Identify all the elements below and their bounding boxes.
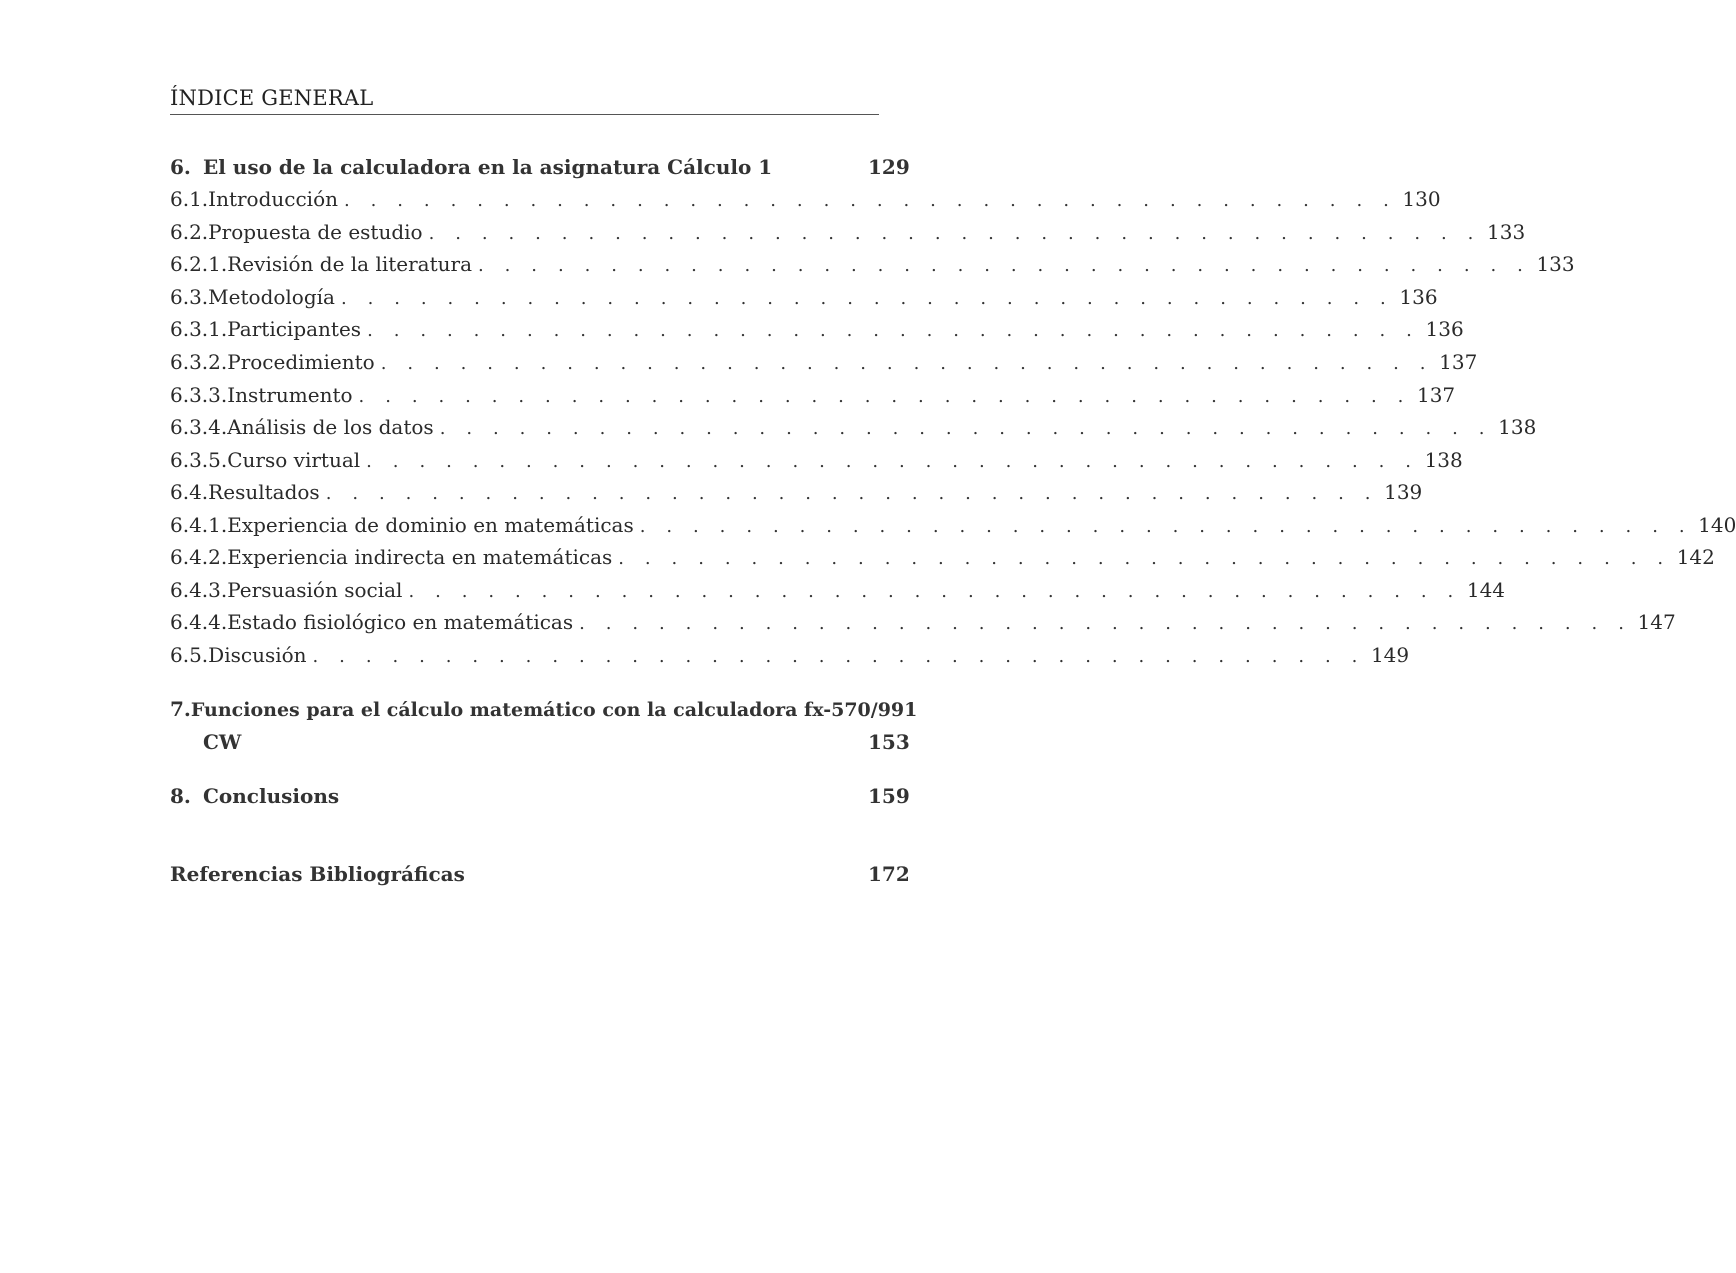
toc-section-6-1[interactable]	[170, 187, 1441, 217]
toc-page: 140	[1698, 513, 1736, 537]
toc-title: Experiencia indirecta en matemáticas	[227, 545, 613, 569]
toc-title: Participantes	[227, 317, 362, 341]
toc-subsection-6-3-2[interactable]	[170, 350, 1478, 380]
toc-title: Introducción	[208, 187, 338, 211]
toc-title: Curso virtual	[227, 448, 361, 472]
toc-page: 133	[1487, 220, 1526, 244]
toc-leader-dots: . . . . . . . . . . . . . . . . . . . . . . . . . . . . . . . . . . . . . . . .	[312, 646, 1365, 667]
toc-number: 6.3.3.	[170, 383, 228, 407]
toc-title-line-1: Funciones para el cálculo matemático con la calculadora fx-570/991	[190, 699, 918, 721]
toc-title: Metodología	[208, 285, 335, 309]
toc-number: 6.4.4.	[170, 610, 228, 634]
toc-leader-dots: . . . . . . . . . . . . . . . . . . . . . . . . . . . . . . . . . . . . . . . .	[408, 581, 1461, 602]
toc-number: 6.1.	[170, 187, 209, 211]
running-header	[170, 86, 879, 115]
toc-chapter-8[interactable]	[170, 784, 908, 814]
toc-leader-dots: . . . . . . . . . . . . . . . . . . . . . . . . . . . . . . . . . . . . . . . .	[618, 548, 1671, 569]
toc-title: Resultados	[208, 480, 320, 504]
toc-number: 6.3.4.	[170, 415, 228, 439]
toc-leader-dots: . . . . . . . . . . . . . . . . . . . . . . . . . . . . . . . . . . . . . . . .	[639, 516, 1693, 537]
toc-leader-dots: . . . . . . . . . . . . . . . . . . . . . . . . . . . . . . . . . . . . . . . .	[325, 483, 1379, 504]
toc-number: 6.3.	[170, 285, 209, 309]
toc-title: Estado fisiológico en matemáticas	[227, 610, 574, 634]
toc-section-6-2[interactable]	[170, 220, 1526, 250]
toc-page: 136	[1425, 317, 1464, 341]
toc-chapter-7[interactable]	[170, 697, 918, 727]
toc-number: 6.	[170, 155, 191, 179]
toc-title: Instrumento	[227, 383, 353, 407]
toc-number: 8.	[170, 784, 191, 808]
toc-number: 6.4.3.	[170, 578, 228, 602]
toc-page: 137	[1416, 383, 1456, 407]
toc-subsection-6-3-4[interactable]	[170, 415, 1537, 445]
toc-leader-dots: . . . . . . . . . . . . . . . . . . . . . . . . . . . . . . . . . . . . . . . .	[478, 255, 1531, 276]
toc-subsection-6-4-2[interactable]	[170, 545, 1715, 575]
toc-number: 6.3.1.	[170, 317, 228, 341]
toc-leader-dots: . . . . . . . . . . . . . . . . . . . . . . . . . . . . . . . . . . . . . . . .	[439, 418, 1493, 439]
toc-leader-dots: . . . . . . . . . . . . . . . . . . . . . . . . . . . . . . . . . . . . . . . .	[367, 320, 1420, 341]
toc-title: Persuasión social	[227, 578, 403, 602]
toc-section-6-5[interactable]	[170, 643, 1410, 673]
toc-page: 129	[868, 155, 910, 179]
toc-subsection-6-2-1[interactable]	[170, 252, 1575, 282]
toc-subsection-6-3-1[interactable]	[170, 317, 1464, 347]
toc-number: 6.4.	[170, 480, 209, 504]
toc-title: Conclusions	[203, 784, 340, 808]
toc-references[interactable]	[170, 862, 908, 892]
toc-title: Procedimiento	[227, 350, 375, 374]
toc-title: Propuesta de estudio	[208, 220, 423, 244]
toc-leader-dots: . . . . . . . . . . . . . . . . . . . . . . . . . . . . . . . . . . . . . . . .	[428, 223, 1482, 244]
toc-leader-dots: . . . . . . . . . . . . . . . . . . . . . . . . . . . . . . . . . . . . . . . .	[344, 190, 1397, 211]
toc-number: 6.4.1.	[170, 513, 228, 537]
toc-number: 6.2.	[170, 220, 209, 244]
toc-number: 6.5.	[170, 643, 209, 667]
toc-page: 138	[1498, 415, 1537, 439]
toc-subsection-6-3-5[interactable]	[170, 448, 1463, 478]
toc-page: 138	[1424, 448, 1463, 472]
toc-page: 133	[1536, 252, 1575, 276]
toc-section-6-4[interactable]	[170, 480, 1423, 510]
toc-leader-dots: . . . . . . . . . . . . . . . . . . . . . . . . . . . . . . . . . . . . . . . .	[358, 386, 1411, 407]
toc-page: 149	[1370, 643, 1410, 667]
toc-subsection-6-4-1[interactable]	[170, 513, 1736, 543]
toc-number: 7.	[170, 697, 191, 721]
toc-page: 139	[1384, 480, 1423, 504]
toc-page: 137	[1439, 350, 1478, 374]
toc-title: Discusión	[208, 643, 307, 667]
toc-title-line-2: CW	[203, 730, 242, 754]
toc-number: 6.3.2.	[170, 350, 228, 374]
toc-title: El uso de la calculadora en la asignatura Cálculo 1	[203, 155, 773, 179]
running-header-title: ÍNDICE GENERAL	[170, 86, 374, 110]
toc-chapter-6[interactable]	[170, 155, 908, 185]
toc-page: 159	[868, 784, 910, 808]
toc-page: 136	[1399, 285, 1438, 309]
toc-page: 130	[1402, 187, 1441, 211]
toc-leader-dots: . . . . . . . . . . . . . . . . . . . . . . . . . . . . . . . . . . . . . . . .	[380, 353, 1434, 374]
toc-chapter-7-continued[interactable]	[170, 730, 908, 760]
toc-subsection-6-4-3[interactable]	[170, 578, 1506, 608]
toc-subsection-6-4-4[interactable]	[170, 610, 1676, 640]
toc-subsection-6-3-3[interactable]	[170, 383, 1456, 413]
toc-leader-dots: . . . . . . . . . . . . . . . . . . . . . . . . . . . . . . . . . . . . . . . .	[579, 613, 1632, 634]
toc-page: 142	[1676, 545, 1715, 569]
toc-number: 6.3.5.	[170, 448, 228, 472]
toc-page: 172	[868, 862, 910, 886]
toc-number: 6.4.2.	[170, 545, 228, 569]
toc-leader-dots: . . . . . . . . . . . . . . . . . . . . . . . . . . . . . . . . . . . . . . . .	[340, 288, 1394, 309]
toc-page: 153	[868, 730, 910, 754]
toc-section-6-3[interactable]	[170, 285, 1438, 315]
toc-title: Referencias Bibliográficas	[170, 862, 465, 886]
toc-title: Revisión de la literatura	[227, 252, 473, 276]
toc-number: 6.2.1.	[170, 252, 228, 276]
toc-title: Experiencia de dominio en matemáticas	[227, 513, 634, 537]
toc-leader-dots: . . . . . . . . . . . . . . . . . . . . . . . . . . . . . . . . . . . . . . . .	[366, 451, 1419, 472]
toc-title: Análisis de los datos	[227, 415, 434, 439]
toc-page: 147	[1637, 610, 1676, 634]
toc-page: 144	[1466, 578, 1506, 602]
